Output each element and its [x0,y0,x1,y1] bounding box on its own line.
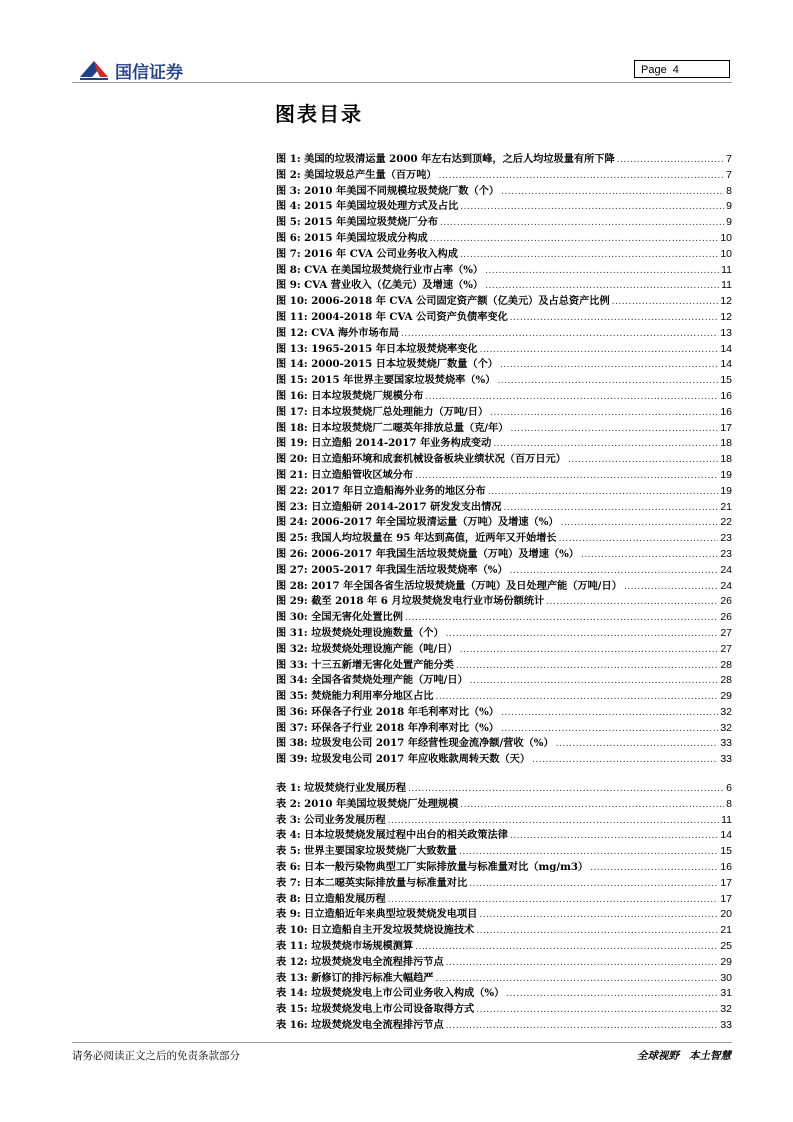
figure-toc-entry-page: 15 [720,374,732,387]
figure-toc-entry[interactable] [276,592,732,608]
figure-toc-entry-label: 图 9: CVA 营业收入（亿美元）及增速（%） [276,279,484,292]
figure-toc-entry-page: 14 [720,358,732,371]
figure-toc-entry-label: 图 29: 截至 2018 年 6 月垃圾焚烧发电行业市场份额统计 [276,595,545,608]
dot-leader [435,974,718,984]
table-toc-entry-page: 11 [721,813,732,826]
figure-toc-entry-page: 26 [720,595,732,608]
dot-leader [408,784,724,794]
figure-toc-entry[interactable] [276,387,732,403]
table-toc-entry[interactable] [276,969,732,985]
figure-toc-entry-page: 17 [720,421,732,434]
figure-toc-entry-label: 图 23: 日立造船研 2014-2017 研发发支出情况 [276,500,502,513]
dot-leader [435,692,718,702]
figure-toc-entry[interactable] [276,150,732,166]
figure-toc-entry-page: 27 [720,642,732,655]
figure-toc-entry[interactable] [276,671,732,687]
figure-toc-entry-label: 图 38: 垃圾发电公司 2017 年经营性现金流净额/营收（%） [276,737,554,750]
figure-toc-entry-page: 13 [720,326,732,339]
figure-toc-entry-page: 19 [720,468,732,481]
dot-leader [559,534,719,544]
figure-toc-entry-page: 12 [720,295,732,308]
tables-toc [276,779,732,1032]
figure-toc-entry-label: 图 3: 2010 年美国不同规模垃圾焚烧厂数（个） [276,184,500,197]
dot-leader [440,218,724,228]
dot-leader [561,518,719,528]
table-toc-entry[interactable] [276,779,732,795]
figure-toc-entry-label: 图 13: 1965-2015 年日本垃圾焚烧率变化 [276,342,478,355]
figure-toc-entry-page: 26 [720,611,732,624]
footer-divider [72,1042,732,1043]
table-toc-entry-label: 表 5: 世界主要国家垃圾焚烧厂大致数量 [276,845,457,858]
table-toc-entry-page: 14 [720,829,732,842]
table-toc-entry-page: 17 [720,876,732,889]
table-toc-entry[interactable] [276,937,732,953]
figure-toc-entry-page: 24 [720,579,732,592]
logo-text: 国信证券 [115,62,183,83]
dot-leader [497,376,718,386]
table-toc-entry-label: 表 4: 日本垃圾焚烧发展过程中出台的相关政策法律 [276,829,508,842]
dot-leader [506,989,718,999]
dot-leader [460,800,724,810]
figure-toc-entry-label: 图 34: 全国各省焚烧处理产能（万吨/日） [276,674,468,687]
dot-leader [501,724,718,734]
dot-leader [501,187,724,197]
figure-toc-entry-page: 22 [720,516,732,529]
dot-leader [612,297,719,307]
table-toc-entry-page: 6 [726,782,732,794]
figure-toc-entry-label: 图 17: 日本垃圾焚烧厂总处理能力（万吨/日） [276,405,489,418]
table-toc-entry-label: 表 16: 垃圾焚烧发电全流程排污节点 [276,1018,444,1031]
table-toc-entry[interactable] [276,921,732,937]
figure-toc-entry-label: 图 11: 2004-2018 年 CVA 公司资产负债率变化 [276,310,508,323]
table-toc-entry[interactable] [276,811,732,827]
figure-toc-entry[interactable] [276,656,732,672]
dot-leader [388,816,719,826]
figure-toc-entry[interactable] [276,419,732,435]
table-toc-entry[interactable] [276,905,732,921]
dot-leader [401,329,718,339]
figure-toc-entry[interactable] [276,529,732,545]
table-toc-entry[interactable] [276,826,732,842]
table-toc-entry-page: 16 [720,860,732,873]
dot-leader [459,847,718,857]
dot-leader [493,439,718,449]
figure-toc-entry-label: 图 20: 日立造船环境和成套机械设备板块业绩状况（百万日元） [276,453,566,466]
figure-toc-entry[interactable] [276,498,732,514]
table-toc-entry[interactable] [276,795,732,811]
figure-toc-entry[interactable] [276,403,732,419]
table-toc-entry[interactable] [276,953,732,969]
figure-toc-entry-page: 11 [721,279,732,292]
table-toc-entry[interactable] [276,858,732,874]
dot-leader [511,424,719,434]
figure-toc-entry-label: 图 35: 焚烧能力利用率分地区占比 [276,690,434,703]
figure-toc-entry-label: 图 31: 垃圾焚烧处理设施数量（个） [276,626,444,639]
figure-toc-entry-label: 图 4: 2015 年美国垃圾处理方式及占比 [276,200,459,213]
dot-leader [624,582,718,592]
dot-leader [510,313,719,323]
figure-toc-entry-label: 图 2: 美国垃圾总产生量（百万吨） [276,168,437,181]
figure-toc-entry-label: 图 24: 2006-2017 年全国垃圾清运量（万吨）及增速（%） [276,516,559,529]
table-toc-entry-page: 30 [720,971,732,984]
dot-leader [446,629,719,639]
company-logo [78,56,183,84]
dot-leader [510,831,718,841]
table-toc-entry-page: 29 [720,955,732,968]
dot-leader [460,250,718,260]
table-toc-entry-label: 表 2: 2010 年美国垃圾焚烧厂处理规模 [276,797,459,810]
figure-toc-entry-page: 16 [720,389,732,402]
dot-leader [480,345,719,355]
figure-toc-entry-label: 图 32: 垃圾焚烧处理设施产能（吨/日） [276,642,458,655]
dot-leader [425,392,718,402]
table-toc-entry-page: 21 [720,924,732,937]
figure-toc-entry-page: 8 [726,184,732,197]
figure-toc-entry[interactable] [276,355,732,371]
figure-toc-entry-page: 16 [720,405,732,418]
figure-toc-entry-label: 图 39: 垃圾发电公司 2017 年应收账款周转天数（天） [276,753,531,766]
figure-toc-entry-label: 图 37: 环保各子行业 2018 年净利率对比（%） [276,721,499,734]
table-toc-entry-page: 20 [720,908,732,921]
figure-toc-entry-label: 图 25: 我国人均垃圾量在 95 年达到高值，近两年又开始增长 [276,532,557,545]
page-indicator [634,60,730,78]
figure-toc-entry[interactable] [276,577,732,593]
figure-toc-entry-page: 9 [726,216,732,229]
figure-toc-entry[interactable] [276,513,732,529]
table-toc-entry-page: 33 [720,1018,732,1031]
figure-toc-entry[interactable] [276,624,732,640]
figure-toc-entry[interactable] [276,308,732,324]
page-number: 4 [672,64,679,76]
footer-disclaimer: 请务必阅读正文之后的免责条款部分 [72,1050,240,1062]
footer-slogan-1: 全球视野 [637,1050,679,1062]
figure-toc-entry-page: 14 [720,342,732,355]
figure-toc-entry-page: 29 [720,690,732,703]
dot-leader [510,566,719,576]
dot-leader [415,471,718,481]
table-toc-entry-label: 表 3: 公司业务发展历程 [276,813,386,826]
dot-leader [469,879,718,889]
table-toc-entry[interactable] [276,874,732,890]
dot-leader [479,910,718,920]
dot-leader [500,360,718,370]
table-toc-entry-page: 8 [726,797,732,810]
figure-toc-entry[interactable] [276,561,732,577]
page-title: 图表目录 [275,102,363,126]
figure-toc-entry-page: 28 [720,674,732,687]
dot-leader [485,281,719,291]
table-toc-entry[interactable] [276,890,732,906]
figure-toc-entry-page: 33 [720,753,732,766]
figure-toc-entry[interactable] [276,434,732,450]
dot-leader [446,958,719,968]
figure-toc-entry-page: 19 [720,484,732,497]
dot-leader [456,661,718,671]
table-toc-entry[interactable] [276,842,732,858]
dot-leader [485,266,719,276]
table-toc-entry-label: 表 8: 日立造船发展历程 [276,892,386,905]
figure-toc-entry[interactable] [276,324,732,340]
table-toc-entry-label: 表 12: 垃圾焚烧发电全流程排污节点 [276,955,444,968]
table-toc-entry-page: 32 [720,1003,732,1016]
figure-toc-entry-label: 图 22: 2017 年日立造船海外业务的地区分布 [276,484,486,497]
figure-toc-entry[interactable] [276,734,732,750]
table-toc-entry[interactable] [276,1016,732,1032]
figure-toc-entry-page: 9 [726,200,732,213]
figure-toc-entry-label: 图 6: 2015 年美国垃圾成分构成 [276,231,428,244]
dot-leader [581,550,718,560]
figure-toc-entry-label: 图 12: CVA 海外市场布局 [276,326,400,339]
figure-toc-entry[interactable] [276,292,732,308]
figure-toc-entry[interactable] [276,276,732,292]
page-label: Page [641,64,667,76]
table-toc-entry-label: 表 1: 垃圾焚烧行业发展历程 [276,782,407,794]
dot-leader [439,171,725,181]
figure-toc-entry[interactable] [276,245,732,261]
figure-toc-entry-label: 图 5: 2015 年美国垃圾焚烧厂分布 [276,216,438,229]
figure-toc-entry[interactable] [276,371,732,387]
table-toc-entry-label: 表 15: 垃圾焚烧发电上市公司设备取得方式 [276,1003,475,1016]
figure-toc-entry-page: 32 [720,721,732,734]
dot-leader [568,455,718,465]
figure-toc-entry[interactable] [276,608,732,624]
dot-leader [556,739,719,749]
table-toc-entry-label: 表 13: 新修订的排污标准大幅趋严 [276,971,434,984]
dot-leader [388,895,719,905]
dot-leader [504,503,719,513]
dot-leader [546,597,718,607]
figure-toc-entry-page: 12 [720,310,732,323]
table-toc-entry[interactable] [276,984,732,1000]
figure-toc-entry-label: 图 1: 美国的垃圾清运量 2000 年左右达到顶峰，之后人均垃圾量有所下降 [276,153,615,165]
figure-toc-entry-page: 7 [726,168,732,181]
dot-leader [490,408,718,418]
figure-toc-entry[interactable] [276,182,732,198]
figure-toc-entry-label: 图 36: 环保各子行业 2018 年毛利率对比（%） [276,705,499,718]
figure-toc-entry-page: 7 [726,153,732,165]
figure-toc-entry-label: 图 10: 2006-2018 年 CVA 公司固定资产额（亿美元）及占总资产比例 [276,295,610,308]
figure-toc-entry-label: 图 8: CVA 在美国垃圾焚烧行业市占率（%） [276,263,484,276]
logo-mark-icon [78,57,112,83]
figure-toc-entry[interactable] [276,261,732,277]
dot-leader [617,155,725,165]
table-toc-entry-page: 17 [720,892,732,905]
figure-toc-entry[interactable] [276,340,732,356]
figure-toc-entry-page: 21 [720,500,732,513]
figure-toc-entry-label: 图 27: 2005-2017 年我国生活垃圾焚烧率（%） [276,563,508,576]
figure-toc-entry-page: 24 [720,563,732,576]
figure-toc-entry[interactable] [276,750,732,766]
figure-toc-entry[interactable] [276,640,732,656]
table-toc-entry-label: 表 9: 日立造船近年来典型垃圾焚烧发电项目 [276,908,478,921]
table-toc-entry-label: 表 6: 日本一般污染物典型工厂实际排放量与标准量对比（mg/m3） [276,860,589,873]
figures-toc [276,150,732,766]
table-toc-entry-page: 31 [720,987,732,1000]
figure-toc-entry-page: 32 [720,705,732,718]
table-toc-entry[interactable] [276,1000,732,1016]
dot-leader [430,234,719,244]
dot-leader [476,1005,718,1015]
dot-leader [415,942,718,952]
dot-leader [476,926,718,936]
figure-toc-entry[interactable] [276,450,732,466]
figure-toc-entry-page: 11 [721,263,732,276]
figure-toc-entry-label: 图 33: 十三五新增无害化处置产能分类 [276,658,454,671]
figure-toc-entry-page: 23 [720,532,732,545]
table-toc-entry-label: 表 14: 垃圾焚烧发电上市公司业务收入构成（%） [276,987,505,1000]
dot-leader [532,755,718,765]
footer-slogan [627,1048,731,1063]
table-toc-entry-label: 表 7: 日本二噁英实际排放量与标准量对比 [276,876,468,889]
figure-toc-entry[interactable] [276,213,732,229]
table-toc-entry-page: 15 [720,845,732,858]
table-toc-entry-label: 表 10: 日立造船自主开发垃圾焚烧设施技术 [276,924,475,937]
figure-toc-entry-page: 27 [720,626,732,639]
figure-toc-entry[interactable] [276,166,732,182]
dot-leader [405,613,718,623]
dot-leader [501,708,718,718]
figure-toc-entry-label: 图 28: 2017 年全国各省生活垃圾焚烧量（万吨）及日处理产能（万吨/日） [276,579,622,592]
table-toc-entry-label: 表 11: 垃圾焚烧市场规模测算 [276,939,414,952]
figure-toc-entry[interactable] [276,545,732,561]
figure-toc-entry-label: 图 30: 全国无害化处置比例 [276,611,403,624]
table-toc-entry-page: 25 [720,939,732,952]
figure-toc-entry-label: 图 7: 2016 年 CVA 公司业务收入构成 [276,247,458,260]
dot-leader [488,487,719,497]
figure-toc-entry-label: 图 18: 日本垃圾焚烧厂二噁英年排放总量（克/年） [276,421,509,434]
figure-toc-entry[interactable] [276,687,732,703]
figure-toc-entry-page: 10 [720,231,732,244]
dot-leader [460,645,719,655]
figure-toc-entry[interactable] [276,197,732,213]
dot-leader [446,1021,719,1031]
dot-leader [460,202,724,212]
figure-toc-entry[interactable] [276,466,732,482]
figure-toc-entry[interactable] [276,719,732,735]
figure-toc-entry[interactable] [276,703,732,719]
figure-toc-entry-page: 18 [720,437,732,450]
figure-toc-entry-page: 23 [720,547,732,560]
figure-toc-entry-label: 图 26: 2006-2017 年我国生活垃圾焚烧量（万吨）及增速（%） [276,547,579,560]
figure-toc-entry[interactable] [276,482,732,498]
figure-toc-entry-label: 图 21: 日立造船管收区域分布 [276,468,414,481]
figure-toc-entry[interactable] [276,229,732,245]
dot-leader [590,863,718,873]
figure-toc-entry-label: 图 14: 2000-2015 日本垃圾焚烧厂数量（个） [276,358,498,371]
figure-toc-entry-page: 18 [720,453,732,466]
dot-leader [470,676,719,686]
figure-toc-entry-label: 图 16: 日本垃圾焚烧厂规模分布 [276,389,424,402]
figure-toc-entry-page: 28 [720,658,732,671]
figure-toc-entry-label: 图 19: 日立造船 2014-2017 年业务构成变动 [276,437,492,450]
header-divider [72,82,732,83]
footer-slogan-2: 本土智慧 [689,1050,731,1062]
figure-toc-entry-label: 图 15: 2015 年世界主要国家垃圾焚烧率（%） [276,374,496,387]
figure-toc-entry-page: 33 [720,737,732,750]
figure-toc-entry-page: 10 [720,247,732,260]
